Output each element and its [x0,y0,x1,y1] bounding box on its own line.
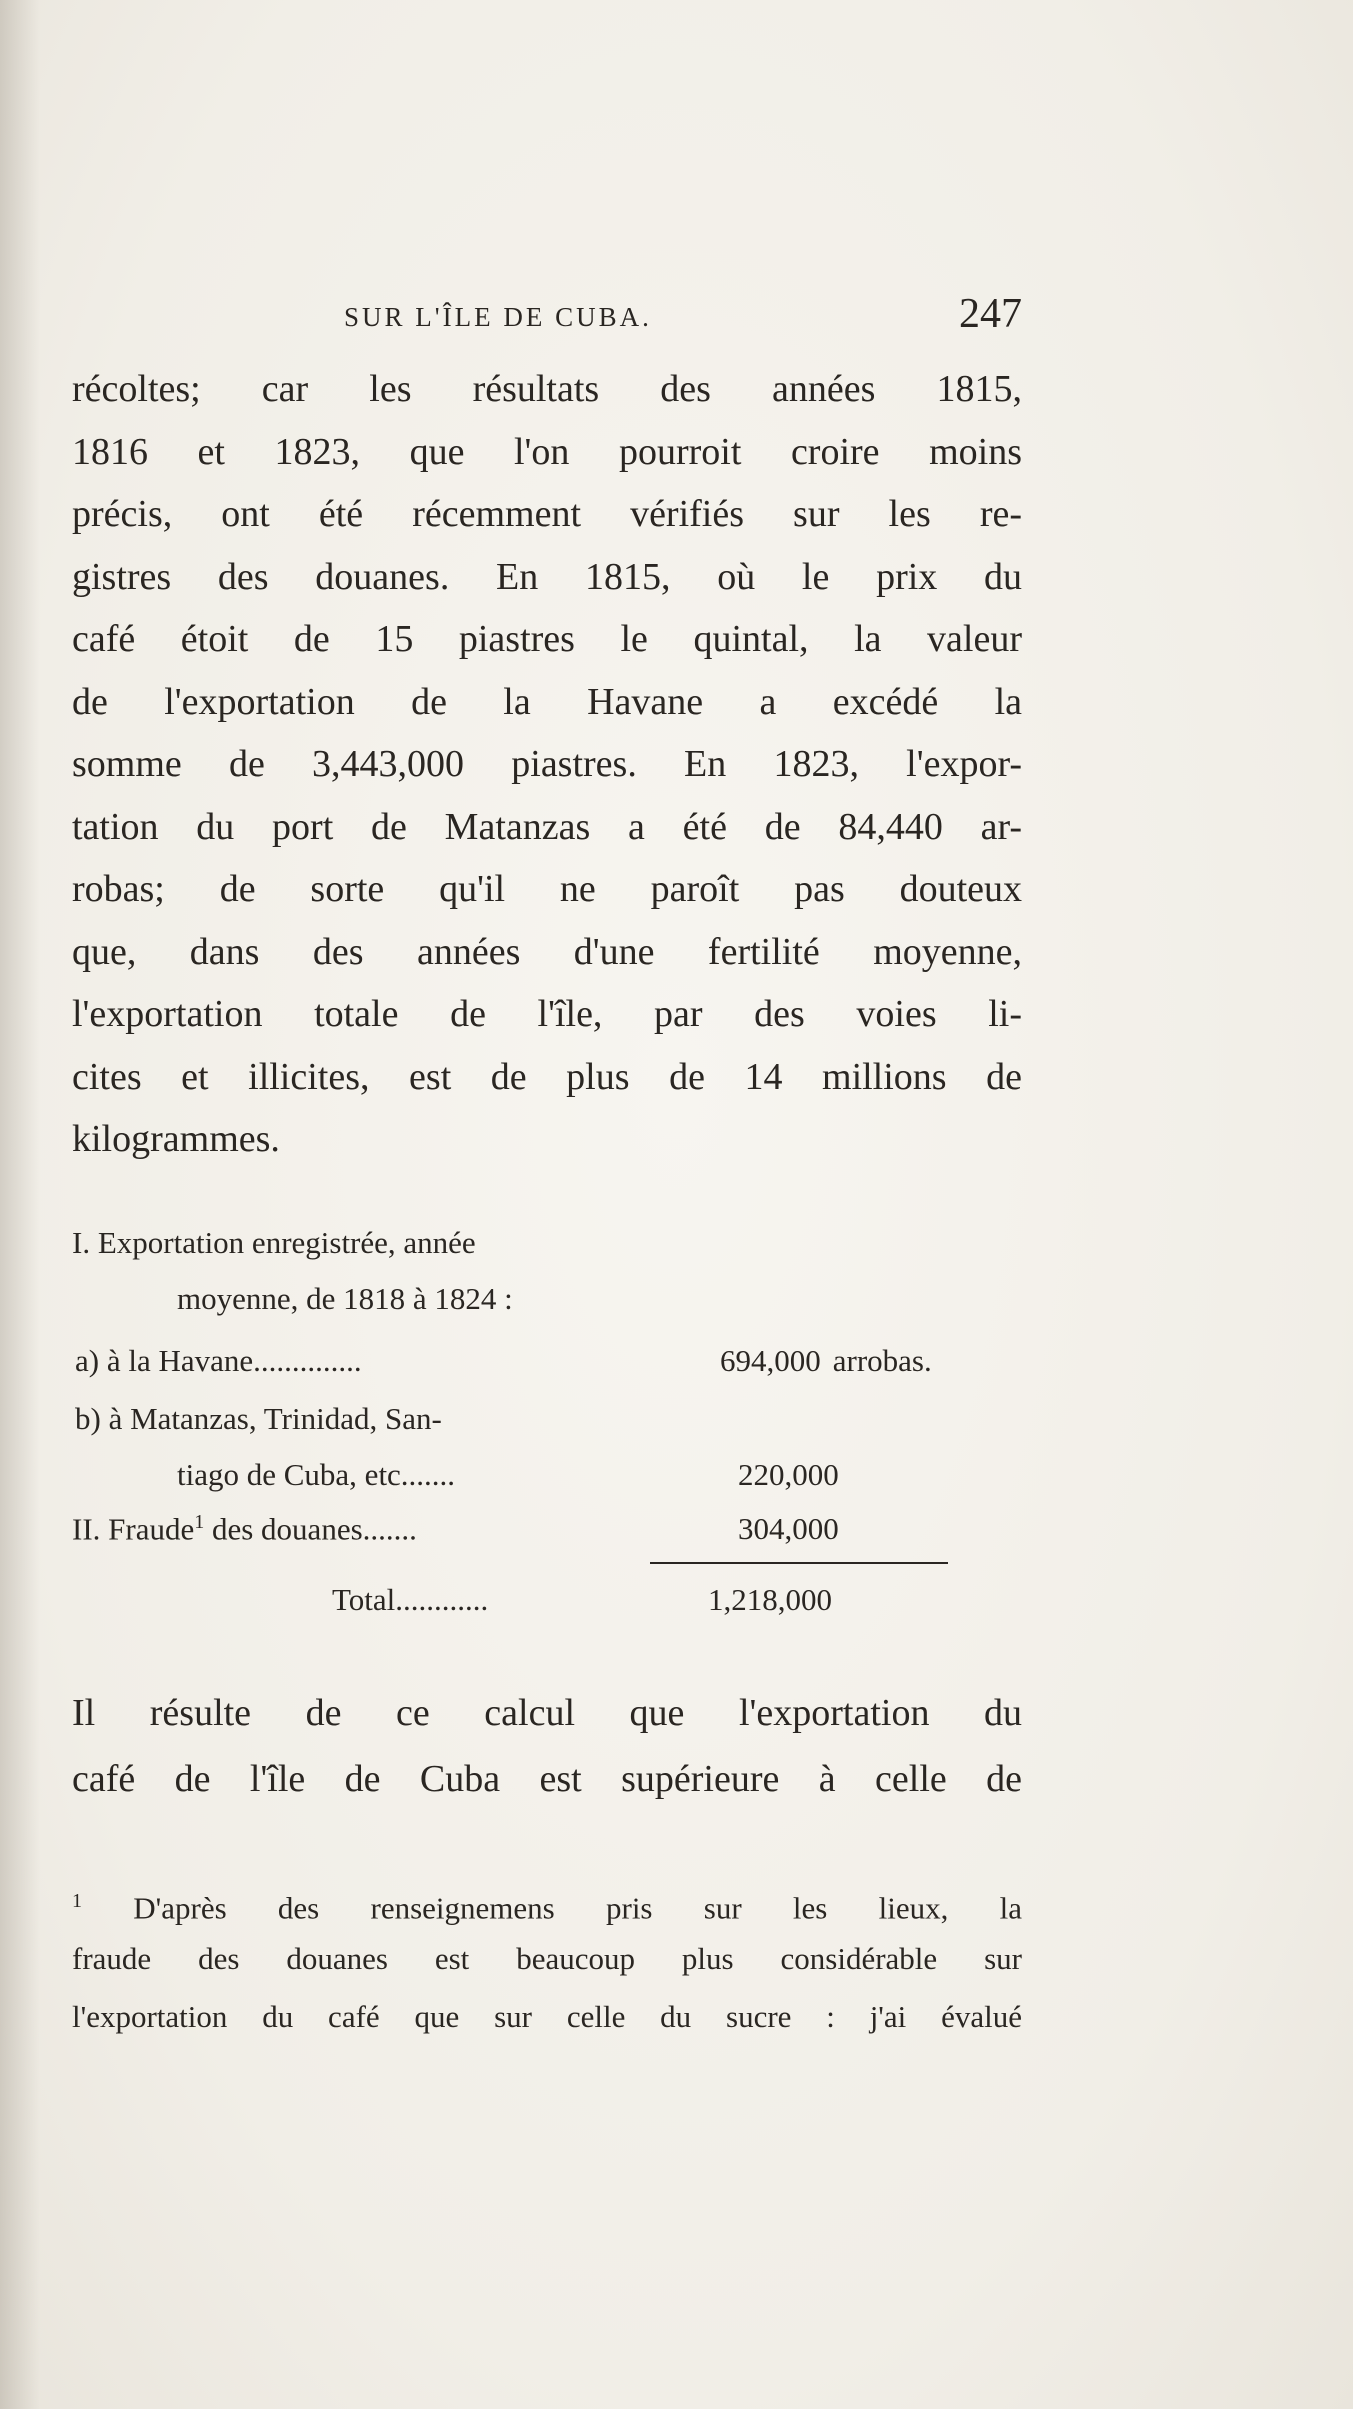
page-number: 247 [959,291,1022,337]
row-label: b) à Matanzas, Trinidad, San- [75,1401,442,1436]
row-value: 1,218,000 [708,1582,832,1617]
row-label: a) à la Havane.............. [75,1343,362,1378]
row-unit: arrobas. [832,1343,932,1378]
table-row [72,1225,1022,1273]
row-value: 220,000 [738,1457,839,1492]
row-label: II. Fraude$^1$ des douanes....... [72,1511,417,1547]
row-label: moyenne, de 1818 à 1824 : [177,1281,513,1316]
gutter-shadow [0,0,40,2409]
page-header [72,290,1022,340]
total-rule [650,1562,948,1564]
text-line: tation du port de Matanzas a été de 84,440 ar- [72,805,1022,848]
row-label: I. Exportation enregistrée, année [72,1225,476,1260]
text-line: que, dans des années d'une fertilité moyenne, [72,930,1022,973]
text-line: robas; de sorte qu'il ne paroît pas douteux [72,868,1022,910]
second-paragraph [72,1680,1022,1812]
text-line: cites et illicites, est de plus de 14 millions de [72,1055,1022,1098]
footnote-mark: 1 [72,1890,82,1912]
text-line: kilogrammes. [72,1118,280,1160]
main-paragraph [72,358,1022,1171]
table-row-total [72,1582,1022,1630]
footnote-line: $^1$ D'après des renseignemens pris sur les lieux, la [72,1890,1022,1926]
footnote-line: fraude des douanes est beaucoup plus considérable sur [72,1941,1022,1976]
text-line: café étoit de 15 piastres le quintal, la valeur [72,618,1022,660]
text-line: gistres des douanes. En 1815, où le prix du [72,555,1022,598]
row-value: 304,000 [738,1511,839,1546]
text-line: de l'exportation de la Havane a excédé la [72,680,1022,723]
table-row [72,1343,1022,1391]
table-row [72,1281,1022,1329]
table-row [72,1401,1022,1449]
text-line: récoltes; car les résultats des années 1815, [72,368,1022,410]
text-line: Il résulte de ce calcul que l'exportation du [72,1692,1022,1734]
row-label: Total............ [332,1582,489,1617]
text-line: somme de 3,443,000 piastres. En 1823, l'expor- [72,743,1022,785]
table-row [72,1457,1022,1505]
table-row [72,1511,1022,1559]
footnote [72,1872,1022,2046]
text-line: 1816 et 1823, que l'on pourroit croire moins [72,430,1022,473]
text-line: café de l'île de Cuba est supérieure à celle de [72,1758,1022,1800]
running-title: SUR L'ÎLE DE CUBA. [344,302,652,332]
text-line: précis, ont été récemment vérifiés sur les re- [72,493,1022,535]
row-label: tiago de Cuba, etc....... [177,1457,456,1492]
footnote-mark: 1 [194,1511,205,1533]
row-value: 694,000 arrobas. [720,1343,932,1378]
footnote-line: l'exportation du café que sur celle du sucre : j'ai évalué [72,1999,1022,2034]
text-line: l'exportation totale de l'île, par des voies li- [72,993,1022,1035]
